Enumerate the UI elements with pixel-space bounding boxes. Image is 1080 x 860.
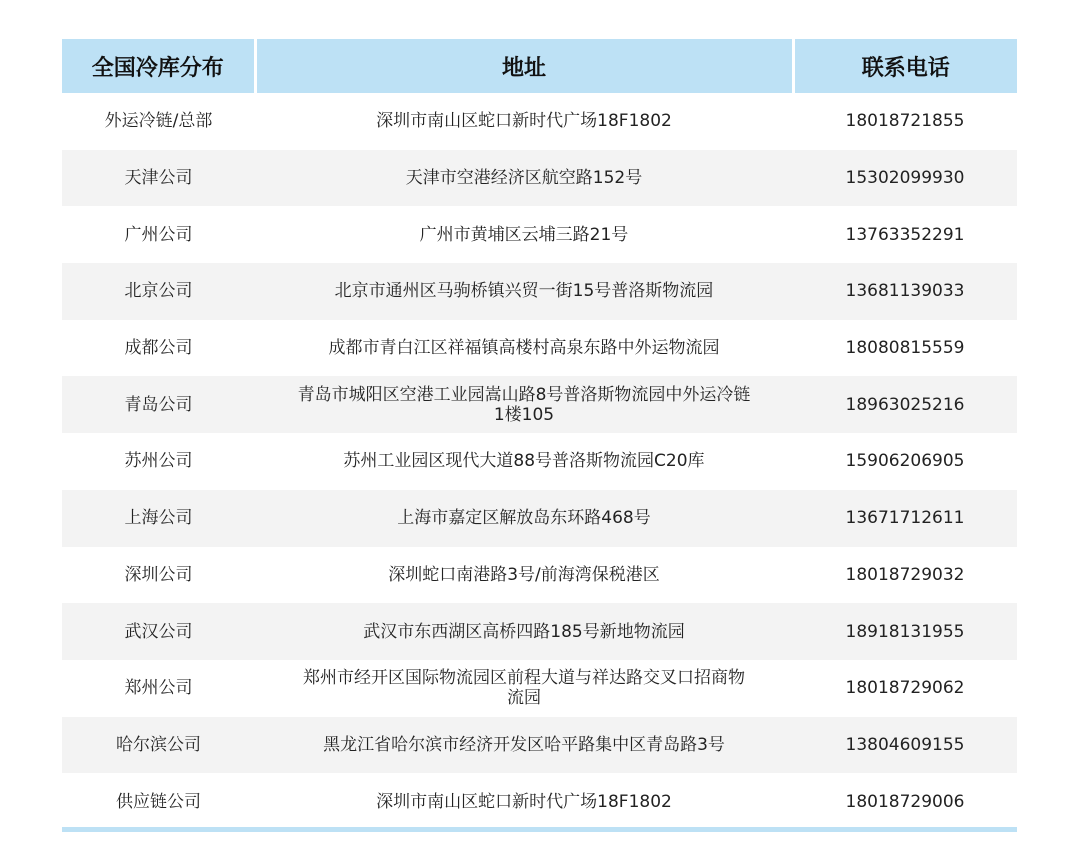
header-phone: 联系电话 xyxy=(793,39,1017,93)
cell-company: 外运冷链/总部 xyxy=(62,93,255,150)
cell-phone: 13671712611 xyxy=(793,490,1017,547)
cold-storage-table xyxy=(62,39,1017,830)
table-header-row xyxy=(62,39,1017,93)
cell-company: 郑州公司 xyxy=(62,660,255,717)
table-row xyxy=(62,93,1017,150)
cell-phone: 18918131955 xyxy=(793,603,1017,660)
cell-company: 武汉公司 xyxy=(62,603,255,660)
table-row xyxy=(62,206,1017,263)
cell-phone: 18018729006 xyxy=(793,773,1017,830)
cell-address: 郑州市经开区国际物流园区前程大道与祥达路交叉口招商物流园 xyxy=(255,660,793,717)
cell-address: 武汉市东西湖区高桥四路185号新地物流园 xyxy=(255,603,793,660)
cell-address: 北京市通州区马驹桥镇兴贸一街15号普洛斯物流园 xyxy=(255,263,793,320)
cell-company: 天津公司 xyxy=(62,150,255,207)
cell-phone: 18018729062 xyxy=(793,660,1017,717)
cell-phone: 18018729032 xyxy=(793,547,1017,604)
table-body xyxy=(62,93,1017,830)
cell-address: 深圳蛇口南港路3号/前海湾保税港区 xyxy=(255,547,793,604)
cell-company: 广州公司 xyxy=(62,206,255,263)
cell-company: 苏州公司 xyxy=(62,433,255,490)
cell-company: 北京公司 xyxy=(62,263,255,320)
table-row xyxy=(62,773,1017,830)
cell-company: 哈尔滨公司 xyxy=(62,717,255,774)
cell-company: 供应链公司 xyxy=(62,773,255,830)
cell-address: 黑龙江省哈尔滨市经济开发区哈平路集中区青岛路3号 xyxy=(255,717,793,774)
cell-address: 深圳市南山区蛇口新时代广场18F1802 xyxy=(255,93,793,150)
table-header xyxy=(62,39,1017,93)
header-company: 全国冷库分布 xyxy=(62,39,255,93)
cell-phone: 13804609155 xyxy=(793,717,1017,774)
cell-company: 深圳公司 xyxy=(62,547,255,604)
cell-phone: 18963025216 xyxy=(793,376,1017,433)
table-row xyxy=(62,490,1017,547)
cell-company: 青岛公司 xyxy=(62,376,255,433)
table-row xyxy=(62,150,1017,207)
cell-address: 上海市嘉定区解放岛东环路468号 xyxy=(255,490,793,547)
cell-phone: 18080815559 xyxy=(793,320,1017,377)
cell-address: 天津市空港经济区航空路152号 xyxy=(255,150,793,207)
cell-company: 成都公司 xyxy=(62,320,255,377)
table-row xyxy=(62,717,1017,774)
cell-phone: 13681139033 xyxy=(793,263,1017,320)
cell-address: 苏州工业园区现代大道88号普洛斯物流园C20库 xyxy=(255,433,793,490)
table-row xyxy=(62,263,1017,320)
table-row xyxy=(62,433,1017,490)
table-row xyxy=(62,603,1017,660)
cell-address: 广州市黄埔区云埔三路21号 xyxy=(255,206,793,263)
cell-address: 青岛市城阳区空港工业园嵩山路8号普洛斯物流园中外运冷链1楼105 xyxy=(255,376,793,433)
cell-address: 成都市青白江区祥福镇高楼村高泉东路中外运物流园 xyxy=(255,320,793,377)
table-row xyxy=(62,547,1017,604)
header-address: 地址 xyxy=(255,39,793,93)
cell-company: 上海公司 xyxy=(62,490,255,547)
table-bottom-border xyxy=(62,827,1017,832)
cell-address: 深圳市南山区蛇口新时代广场18F1802 xyxy=(255,773,793,830)
table-row xyxy=(62,376,1017,433)
table-row xyxy=(62,660,1017,717)
table-row xyxy=(62,320,1017,377)
cell-phone: 15906206905 xyxy=(793,433,1017,490)
cold-storage-table-container xyxy=(62,39,1017,830)
cell-phone: 18018721855 xyxy=(793,93,1017,150)
cell-phone: 15302099930 xyxy=(793,150,1017,207)
cell-phone: 13763352291 xyxy=(793,206,1017,263)
